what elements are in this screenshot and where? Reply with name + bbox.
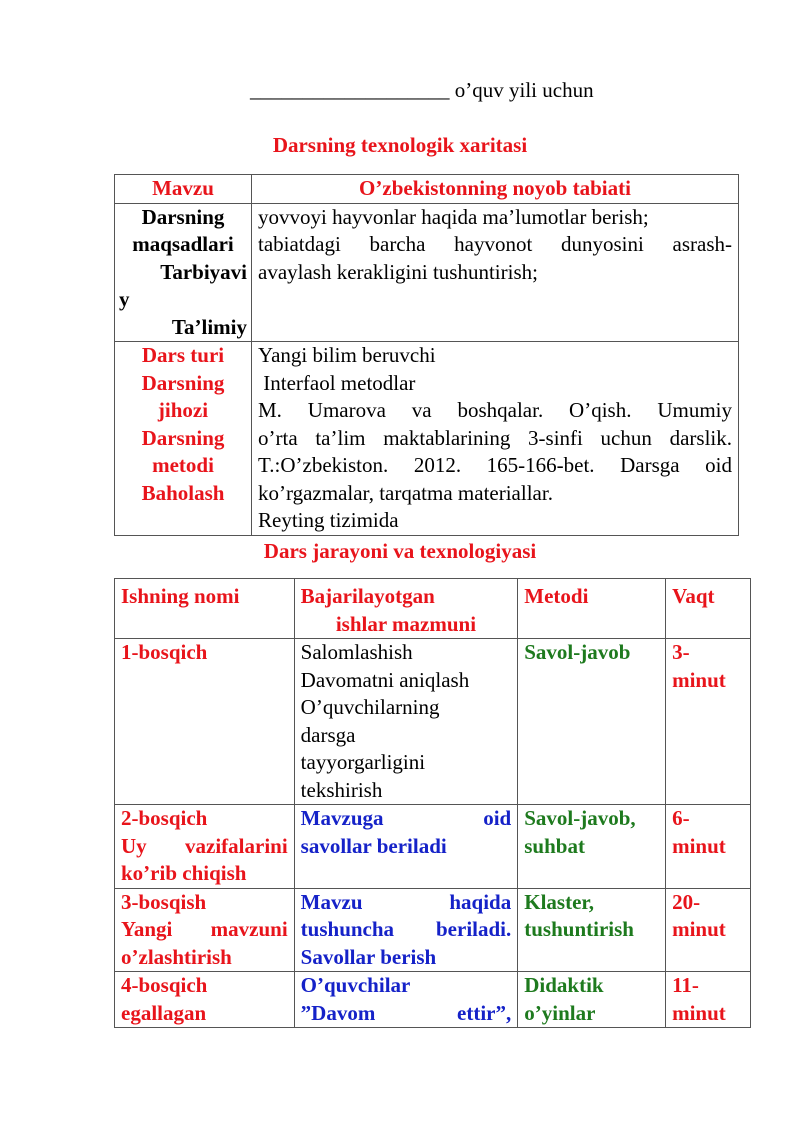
info-label: Baholash [141, 480, 225, 505]
info-label: metodi [152, 453, 214, 477]
stage-name-cell [115, 805, 295, 889]
topic-label: Mavzu [115, 175, 252, 204]
year-line [250, 78, 594, 103]
lesson-process-table [114, 578, 751, 1028]
header-time: Vaqt [666, 579, 751, 639]
stage-method-cell [518, 805, 666, 889]
goals-text: yovvoyi hayvonlar haqida ma’lumotlar berish; [258, 204, 649, 229]
stage-method: Didaktik [524, 973, 604, 997]
stage-content-cell [294, 888, 518, 972]
table-row [115, 888, 751, 972]
year-text: o’quv yili uchun [454, 78, 594, 102]
stage-content: Savollar berish [300, 944, 437, 969]
info-label-cell [115, 342, 252, 536]
stage-content: Salomlashish [300, 640, 413, 664]
stage-content: Davomatni aniqlash [300, 667, 470, 692]
info-text-cell [252, 342, 739, 536]
stage-time: minut [672, 667, 726, 692]
stage-time: 11- [672, 973, 699, 997]
stage-name-cell [115, 639, 295, 805]
stage-method: Klaster, [524, 889, 595, 914]
stage-content-cell [294, 639, 518, 805]
info-text: M. Umarova va boshqalar. O’qish. Umumiy [258, 398, 732, 422]
goals-label: Darsning [141, 204, 225, 229]
goals-text: avaylash kerakligini tushuntirish; [258, 259, 538, 284]
stage-content: Mavzu haqida [300, 889, 512, 914]
stage-method: o’yinlar [524, 1000, 596, 1025]
stage-name: 2-bosqich [121, 806, 208, 830]
stage-content: O’quvchilar [300, 973, 411, 997]
stage-name: Uy vazifalarini [121, 833, 288, 858]
table-header-row [115, 579, 751, 639]
stage-name: Yangi mavzuni [121, 917, 288, 941]
goals-label: Tarbiyavi [160, 259, 247, 284]
stage-time: 3- [672, 640, 690, 664]
stage-time-cell [666, 888, 751, 972]
page-title: Darsning texnologik xaritasi [272, 133, 528, 157]
stage-method-cell [518, 888, 666, 972]
header-content: Bajarilayotgan [300, 584, 435, 608]
goals-text-cell [252, 203, 739, 342]
info-label: Dars turi [141, 343, 225, 367]
header-content: ishlar mazmuni [335, 611, 477, 636]
stage-time-cell [666, 972, 751, 1028]
table-row [115, 342, 739, 536]
stage-name-cell [115, 972, 295, 1028]
goals-label: y [119, 287, 130, 311]
stage-content-cell [294, 972, 518, 1028]
info-label: jihozi [157, 398, 209, 422]
year-blank: ___________________ [250, 78, 450, 102]
stage-content: darsga [300, 722, 356, 747]
stage-content: savollar beriladi [300, 833, 447, 858]
stage-content: ”Davom ettir”, [300, 1000, 512, 1025]
stage-time-cell [666, 639, 751, 805]
section-subtitle: Dars jarayoni va texnologiyasi [263, 539, 537, 563]
stage-method-cell [518, 972, 666, 1028]
stage-content: tekshirish [300, 777, 383, 802]
stage-method: tushuntirish [524, 917, 634, 941]
stage-content: tayyorgarligini [300, 750, 426, 774]
header-method: Metodi [518, 579, 666, 639]
info-label: Darsning [141, 370, 225, 395]
stage-content-cell [294, 805, 518, 889]
info-text: o’rta ta’lim maktablarining 3-sinfi uchun darslik. [258, 425, 732, 450]
header-work-name: Ishning nomi [115, 579, 295, 639]
table-row [115, 805, 751, 889]
lesson-info-table [114, 174, 739, 536]
stage-time: 20- [672, 889, 701, 914]
info-text: Reyting tizimida [258, 508, 399, 532]
stage-name-cell [115, 888, 295, 972]
goals-label: maqsadlari [132, 232, 234, 256]
info-text: T.:O’zbekiston. 2012. 165-166-bet. Darsga oid [258, 453, 732, 477]
stage-time: minut [672, 1000, 726, 1025]
stage-method: Savol-javob [524, 640, 631, 664]
stage-time: minut [672, 917, 726, 941]
table-row [115, 972, 751, 1028]
stage-content: O’quvchilarning [300, 695, 440, 719]
stage-content: Mavzuga oid [300, 806, 512, 830]
stage-time: minut [672, 833, 726, 858]
info-text: Interfaol metodlar [258, 370, 416, 395]
table-row [115, 203, 739, 342]
info-label: Darsning [141, 425, 225, 450]
goals-label-cell [115, 203, 252, 342]
stage-name: egallagan [121, 1000, 207, 1025]
stage-name: ko’rib chiqish [121, 861, 247, 885]
stage-time-cell [666, 805, 751, 889]
topic-value: O’zbekistonning noyob tabiati [252, 175, 739, 204]
stage-method-cell [518, 639, 666, 805]
stage-time: 6- [672, 806, 690, 830]
goals-label: Ta’limiy [171, 314, 247, 339]
stage-method: Savol-javob, [524, 806, 636, 830]
stage-method: suhbat [524, 833, 585, 858]
stage-name: o’zlashtirish [121, 944, 232, 969]
stage-name: 4-bosqich [121, 973, 208, 997]
table-row [115, 639, 751, 805]
stage-name: 1-bosqich [121, 640, 208, 664]
table-row [115, 175, 739, 204]
goals-text: tabiatdagi barcha hayvonot dunyosini asrash- [258, 232, 732, 256]
header-content-cell [294, 579, 518, 639]
info-text: Yangi bilim beruvchi [258, 343, 436, 367]
stage-name: 3-bosqish [121, 889, 207, 914]
stage-content: tushuncha beriladi. [300, 917, 512, 941]
info-text: ko’rgazmalar, tarqatma materiallar. [258, 480, 553, 505]
